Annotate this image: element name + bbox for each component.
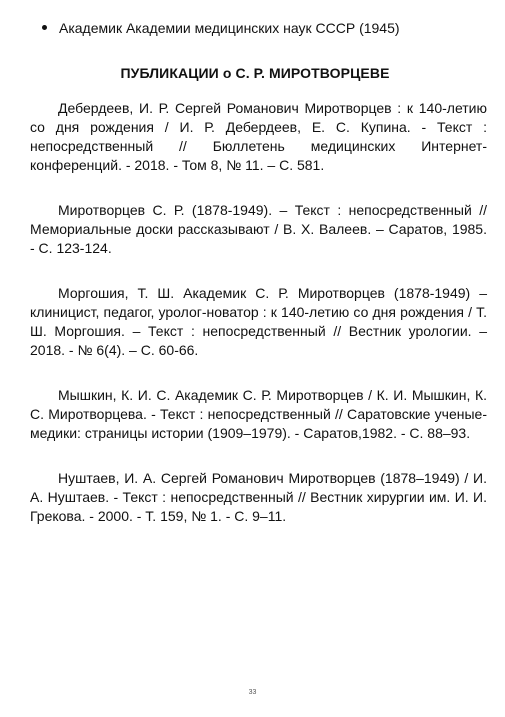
reference-item: Нуштаев, И. А. Сергей Романович Миротворцев (1878–1949) / И. А. Нуштаев. - Текст : непосредственный // Вестник хирургии им. И. И. Грекова. - 2000. - Т. 159, № 1. - С. 9–11. xyxy=(30,470,487,524)
bullet-icon xyxy=(42,25,47,30)
reference-item: Дебердеев, И. Р. Сергей Романович Миротворцев : к 140-летию со дня рождения / И. Р. Дебердеев, Е. С. Купина. - Текст : непосредственный // Бюллетень медицинских Интернет-конференций. - 2018. - Том 8, № 11. – С. 581. xyxy=(30,100,487,173)
reference-item: Мышкин, К. И. С. Академик С. Р. Миротворцев / К. И. Мышкин, К. С. Миротворцева. - Текст : непосредственный // Саратовские ученые-медики: страницы истории (1909–1979). - Саратов,1982. - С. 88–93. xyxy=(30,387,487,441)
reference-item: Миротворцев С. Р. (1878-1949). – Текст : непосредственный // Мемориальные доски рассказывают / В. Х. Валеев. – Саратов, 1985. - С. 123-124. xyxy=(30,202,487,256)
bullet-list-item xyxy=(42,19,472,38)
reference-item: Моргошия, Т. Ш. Академик С. Р. Миротворцев (1878-1949) – клиницист, педагог, уролог-новатор : к 140-летию со дня рождения / Т. Ш. Моргошия. – Текст : непосредственный // Вестник урологии. – 2018. - № 6(4). – С. 60-66. xyxy=(30,285,487,358)
bullet-text: Академик Академии медицинских наук СССР (1945) xyxy=(59,20,400,36)
publications-heading: ПУБЛИКАЦИИ о С. Р. МИРОТВОРЦЕВЕ xyxy=(120,65,390,81)
reference-list xyxy=(30,99,487,552)
page-number: 33 xyxy=(248,689,257,696)
